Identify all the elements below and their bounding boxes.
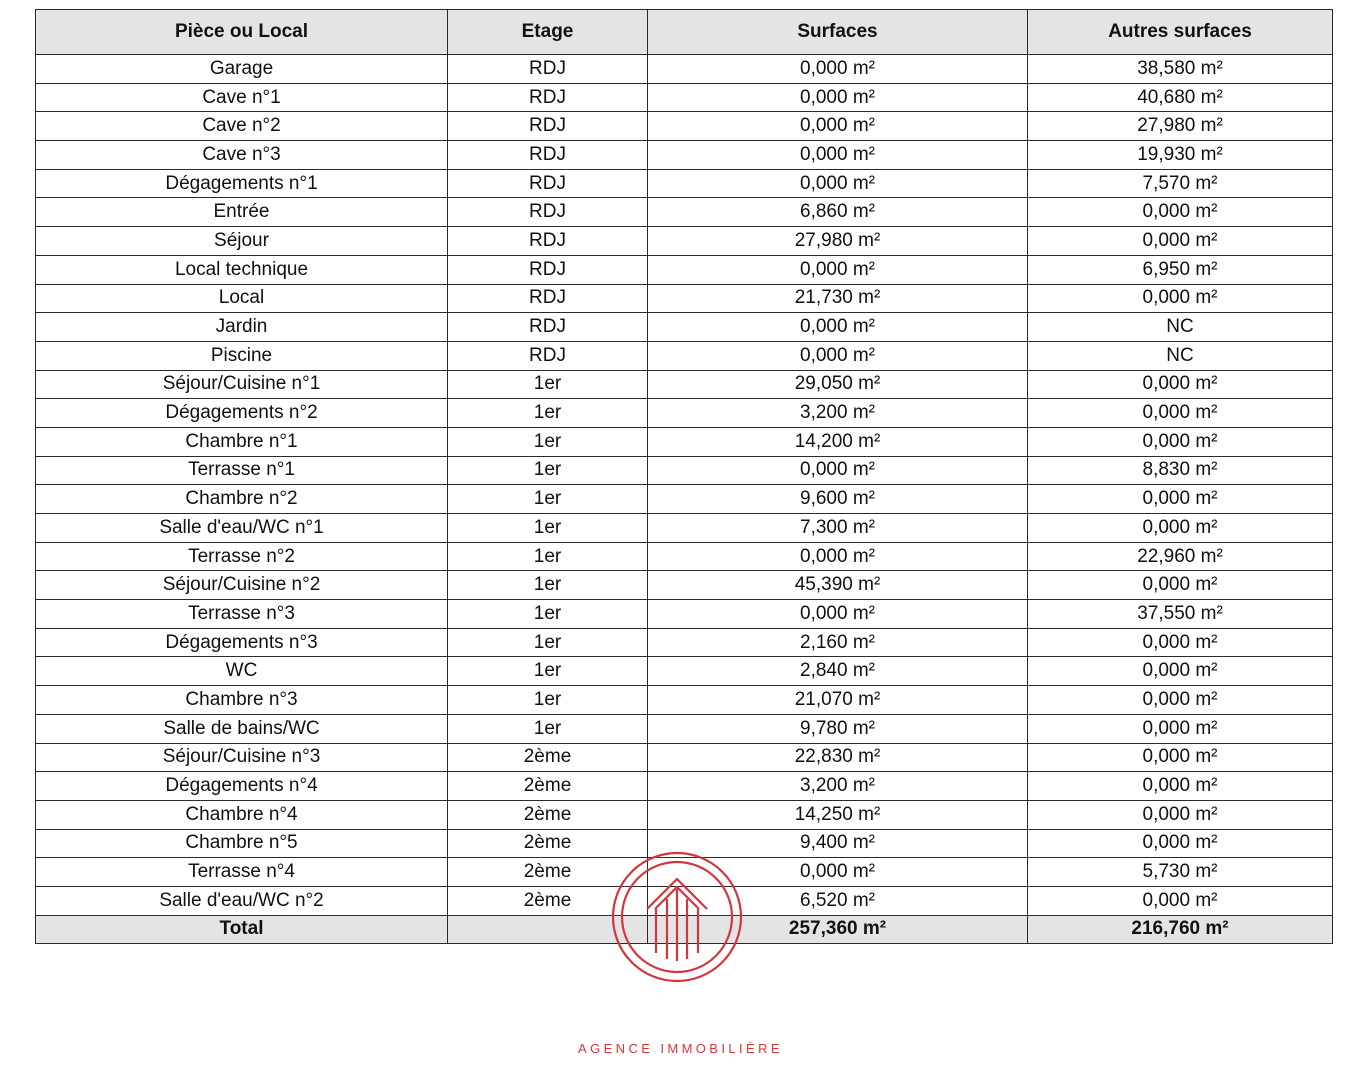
total-autres-surfaces: 216,760 m² xyxy=(1028,915,1333,944)
cell-surfaces: 45,390 m² xyxy=(648,571,1028,600)
cell-autres-surfaces: 0,000 m² xyxy=(1028,399,1333,428)
table-row xyxy=(36,456,1333,485)
cell-piece: Séjour xyxy=(36,227,448,256)
cell-etage: 1er xyxy=(448,657,648,686)
header-autres-surfaces: Autres surfaces xyxy=(1028,10,1333,55)
cell-etage: RDJ xyxy=(448,227,648,256)
cell-piece: Chambre n°5 xyxy=(36,829,448,858)
total-label: Total xyxy=(36,915,448,944)
cell-piece: Séjour/Cuisine n°1 xyxy=(36,370,448,399)
cell-surfaces: 3,200 m² xyxy=(648,399,1028,428)
table-row xyxy=(36,255,1333,284)
cell-etage: 1er xyxy=(448,542,648,571)
cell-autres-surfaces: 37,550 m² xyxy=(1028,600,1333,629)
table-row xyxy=(36,686,1333,715)
cell-etage: RDJ xyxy=(448,284,648,313)
cell-piece: Cave n°1 xyxy=(36,83,448,112)
cell-piece: WC xyxy=(36,657,448,686)
cell-etage: RDJ xyxy=(448,55,648,84)
cell-surfaces: 0,000 m² xyxy=(648,456,1028,485)
cell-surfaces: 14,250 m² xyxy=(648,800,1028,829)
cell-autres-surfaces: 0,000 m² xyxy=(1028,886,1333,915)
table-row xyxy=(36,427,1333,456)
table-row xyxy=(36,542,1333,571)
cell-surfaces: 0,000 m² xyxy=(648,255,1028,284)
cell-autres-surfaces: 7,570 m² xyxy=(1028,169,1333,198)
table-row xyxy=(36,399,1333,428)
cell-autres-surfaces: 38,580 m² xyxy=(1028,55,1333,84)
table-row xyxy=(36,714,1333,743)
table-row xyxy=(36,772,1333,801)
cell-piece: Cave n°2 xyxy=(36,112,448,141)
cell-piece: Salle de bains/WC xyxy=(36,714,448,743)
cell-surfaces: 2,840 m² xyxy=(648,657,1028,686)
cell-etage: RDJ xyxy=(448,112,648,141)
table-row xyxy=(36,657,1333,686)
table-row xyxy=(36,169,1333,198)
cell-etage: 1er xyxy=(448,370,648,399)
cell-autres-surfaces: 0,000 m² xyxy=(1028,284,1333,313)
house-seal-icon xyxy=(611,851,743,983)
cell-surfaces: 6,860 m² xyxy=(648,198,1028,227)
cell-etage: RDJ xyxy=(448,198,648,227)
cell-etage: 1er xyxy=(448,456,648,485)
cell-surfaces: 0,000 m² xyxy=(648,112,1028,141)
cell-piece: Chambre n°3 xyxy=(36,686,448,715)
cell-etage: RDJ xyxy=(448,83,648,112)
cell-surfaces: 0,000 m² xyxy=(648,141,1028,170)
cell-surfaces: 9,600 m² xyxy=(648,485,1028,514)
cell-surfaces: 0,000 m² xyxy=(648,83,1028,112)
cell-piece: Dégagements n°3 xyxy=(36,628,448,657)
cell-etage: 1er xyxy=(448,427,648,456)
cell-piece: Terrasse n°1 xyxy=(36,456,448,485)
table-row xyxy=(36,514,1333,543)
cell-surfaces: 29,050 m² xyxy=(648,370,1028,399)
cell-piece: Terrasse n°2 xyxy=(36,542,448,571)
cell-piece: Terrasse n°3 xyxy=(36,600,448,629)
total-surfaces: 257,360 m² xyxy=(648,915,1028,944)
table-row xyxy=(36,800,1333,829)
cell-etage: RDJ xyxy=(448,313,648,342)
cell-autres-surfaces: 19,930 m² xyxy=(1028,141,1333,170)
table-row xyxy=(36,628,1333,657)
cell-surfaces: 6,520 m² xyxy=(648,886,1028,915)
cell-surfaces: 0,000 m² xyxy=(648,169,1028,198)
cell-piece: Piscine xyxy=(36,341,448,370)
header-piece: Pièce ou Local xyxy=(36,10,448,55)
table-row xyxy=(36,571,1333,600)
cell-etage: 2ème xyxy=(448,772,648,801)
cell-etage: 2ème xyxy=(448,886,648,915)
cell-etage: 1er xyxy=(448,600,648,629)
cell-piece: Dégagements n°2 xyxy=(36,399,448,428)
cell-autres-surfaces: 0,000 m² xyxy=(1028,657,1333,686)
cell-autres-surfaces: 0,000 m² xyxy=(1028,800,1333,829)
cell-autres-surfaces: NC xyxy=(1028,341,1333,370)
cell-surfaces: 27,980 m² xyxy=(648,227,1028,256)
cell-autres-surfaces: 0,000 m² xyxy=(1028,714,1333,743)
cell-surfaces: 0,000 m² xyxy=(648,858,1028,887)
table-row xyxy=(36,600,1333,629)
cell-piece: Garage xyxy=(36,55,448,84)
cell-surfaces: 9,780 m² xyxy=(648,714,1028,743)
cell-piece: Local technique xyxy=(36,255,448,284)
cell-autres-surfaces: 0,000 m² xyxy=(1028,571,1333,600)
cell-piece: Chambre n°1 xyxy=(36,427,448,456)
cell-surfaces: 21,730 m² xyxy=(648,284,1028,313)
cell-autres-surfaces: 0,000 m² xyxy=(1028,427,1333,456)
cell-surfaces: 0,000 m² xyxy=(648,341,1028,370)
cell-piece: Jardin xyxy=(36,313,448,342)
table-row xyxy=(36,83,1333,112)
cell-piece: Local xyxy=(36,284,448,313)
header-etage: Etage xyxy=(448,10,648,55)
agency-label: AGENCE IMMOBILIÈRE xyxy=(578,1041,783,1056)
cell-piece: Séjour/Cuisine n°2 xyxy=(36,571,448,600)
cell-surfaces: 2,160 m² xyxy=(648,628,1028,657)
cell-etage: 1er xyxy=(448,686,648,715)
cell-etage: 2ème xyxy=(448,829,648,858)
cell-autres-surfaces: 0,000 m² xyxy=(1028,227,1333,256)
cell-piece: Chambre n°4 xyxy=(36,800,448,829)
cell-etage: 1er xyxy=(448,628,648,657)
cell-autres-surfaces: 0,000 m² xyxy=(1028,485,1333,514)
cell-piece: Terrasse n°4 xyxy=(36,858,448,887)
table-row xyxy=(36,284,1333,313)
cell-surfaces: 0,000 m² xyxy=(648,600,1028,629)
cell-piece: Salle d'eau/WC n°1 xyxy=(36,514,448,543)
cell-piece: Dégagements n°4 xyxy=(36,772,448,801)
cell-autres-surfaces: 0,000 m² xyxy=(1028,370,1333,399)
cell-surfaces: 0,000 m² xyxy=(648,313,1028,342)
table-row xyxy=(36,55,1333,84)
cell-piece: Chambre n°2 xyxy=(36,485,448,514)
cell-autres-surfaces: 27,980 m² xyxy=(1028,112,1333,141)
cell-etage: RDJ xyxy=(448,141,648,170)
table-row xyxy=(36,112,1333,141)
cell-autres-surfaces: NC xyxy=(1028,313,1333,342)
cell-autres-surfaces: 0,000 m² xyxy=(1028,743,1333,772)
table-row xyxy=(36,313,1333,342)
surfaces-table xyxy=(35,9,1333,944)
cell-autres-surfaces: 0,000 m² xyxy=(1028,514,1333,543)
cell-etage: 1er xyxy=(448,399,648,428)
cell-etage: 2ème xyxy=(448,800,648,829)
cell-surfaces: 9,400 m² xyxy=(648,829,1028,858)
header-surfaces: Surfaces xyxy=(648,10,1028,55)
cell-autres-surfaces: 40,680 m² xyxy=(1028,83,1333,112)
cell-piece: Cave n°3 xyxy=(36,141,448,170)
cell-surfaces: 14,200 m² xyxy=(648,427,1028,456)
cell-surfaces: 22,830 m² xyxy=(648,743,1028,772)
cell-autres-surfaces: 0,000 m² xyxy=(1028,628,1333,657)
cell-surfaces: 3,200 m² xyxy=(648,772,1028,801)
cell-piece: Entrée xyxy=(36,198,448,227)
cell-autres-surfaces: 5,730 m² xyxy=(1028,858,1333,887)
cell-surfaces: 0,000 m² xyxy=(648,542,1028,571)
table-row xyxy=(36,341,1333,370)
cell-autres-surfaces: 0,000 m² xyxy=(1028,772,1333,801)
cell-surfaces: 21,070 m² xyxy=(648,686,1028,715)
table-row xyxy=(36,141,1333,170)
cell-etage: 2ème xyxy=(448,858,648,887)
cell-etage: 1er xyxy=(448,714,648,743)
table-body xyxy=(36,55,1333,916)
table-row xyxy=(36,743,1333,772)
table-row xyxy=(36,198,1333,227)
cell-autres-surfaces: 0,000 m² xyxy=(1028,198,1333,227)
cell-autres-surfaces: 6,950 m² xyxy=(1028,255,1333,284)
cell-etage: 2ème xyxy=(448,743,648,772)
cell-piece: Dégagements n°1 xyxy=(36,169,448,198)
table-header-row xyxy=(36,10,1333,55)
table-row xyxy=(36,370,1333,399)
cell-piece: Séjour/Cuisine n°3 xyxy=(36,743,448,772)
cell-etage: 1er xyxy=(448,485,648,514)
cell-autres-surfaces: 22,960 m² xyxy=(1028,542,1333,571)
table-row xyxy=(36,485,1333,514)
cell-autres-surfaces: 8,830 m² xyxy=(1028,456,1333,485)
cell-autres-surfaces: 0,000 m² xyxy=(1028,829,1333,858)
cell-autres-surfaces: 0,000 m² xyxy=(1028,686,1333,715)
cell-etage: RDJ xyxy=(448,341,648,370)
cell-piece: Salle d'eau/WC n°2 xyxy=(36,886,448,915)
cell-surfaces: 7,300 m² xyxy=(648,514,1028,543)
table-row xyxy=(36,227,1333,256)
cell-etage: 1er xyxy=(448,571,648,600)
cell-etage: RDJ xyxy=(448,255,648,284)
cell-etage: RDJ xyxy=(448,169,648,198)
cell-surfaces: 0,000 m² xyxy=(648,55,1028,84)
cell-etage: 1er xyxy=(448,514,648,543)
